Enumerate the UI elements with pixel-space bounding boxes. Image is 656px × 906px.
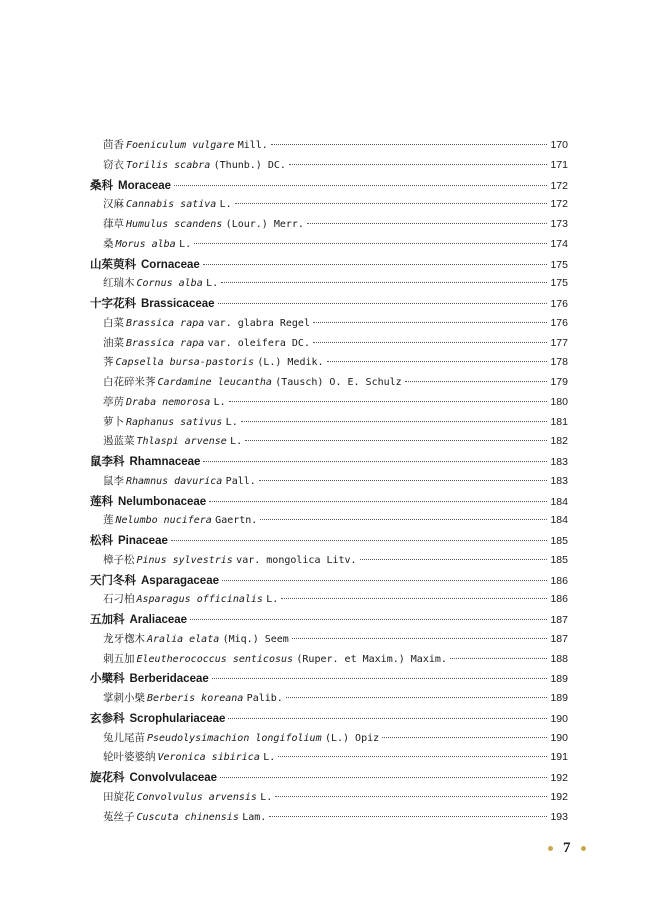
dot-leader (222, 580, 547, 581)
family-row (90, 176, 568, 196)
species-row (90, 373, 568, 393)
entry-label (103, 630, 289, 650)
species-chinese-name: 窃衣 (103, 158, 124, 171)
dot-leader (275, 796, 547, 797)
page-reference: 170 (550, 139, 568, 151)
dot-leader (313, 322, 547, 323)
dot-leader (313, 342, 547, 343)
family-chinese-name: 五加科 (90, 612, 125, 626)
page-reference: 192 (550, 790, 568, 803)
species-chinese-name: 遏蓝菜 (103, 435, 135, 448)
species-scientific-name: Aralia elata (147, 633, 220, 645)
family-row (90, 294, 568, 314)
entry-label (103, 195, 232, 215)
entry-label (103, 156, 286, 176)
species-scientific-name: Cardamine leucantha (157, 377, 272, 388)
family-chinese-name: 旋花科 (90, 770, 125, 784)
dot-leader (241, 421, 548, 422)
page-reference: 173 (550, 218, 568, 230)
entry-label (103, 235, 191, 255)
family-row (90, 709, 568, 729)
page-reference: 175 (550, 258, 568, 271)
family-latin-name: Moraceae (118, 179, 172, 192)
page-reference: 181 (550, 415, 568, 428)
species-authority: L. (230, 436, 243, 448)
entry-label (103, 215, 304, 235)
family-row (90, 768, 568, 788)
species-row (90, 551, 568, 571)
page-reference: 184 (550, 514, 568, 527)
species-authority: (L.) Opiz (324, 732, 380, 744)
dot-leader (218, 303, 548, 304)
species-chinese-name: 荠 (103, 356, 114, 369)
family-latin-name: Berberidaceae (129, 673, 209, 686)
right-decorative-dot (581, 846, 586, 851)
dot-leader (190, 619, 547, 620)
family-row (90, 531, 568, 551)
family-latin-name: Convolvulaceae (129, 772, 218, 784)
dot-leader (212, 678, 548, 679)
species-authority: (L.) Medik. (257, 357, 324, 369)
page-reference: 189 (550, 692, 568, 704)
dot-leader (327, 361, 548, 362)
species-authority: (Thunb.) DC. (213, 159, 286, 171)
entry-label (103, 432, 242, 452)
species-row (90, 630, 568, 650)
page-reference: 176 (550, 316, 568, 329)
species-chinese-name: 葎草 (103, 218, 124, 230)
entry-label (90, 176, 171, 197)
entry-label (103, 413, 238, 433)
family-latin-name: Cornaceae (141, 258, 200, 271)
species-row (90, 274, 568, 294)
species-scientific-name: Brassica rapa (126, 317, 205, 329)
dot-leader (203, 264, 548, 265)
entry-label (90, 255, 200, 276)
species-row (90, 195, 568, 215)
page-reference: 175 (550, 277, 568, 290)
entry-label (90, 768, 217, 789)
page-reference: 185 (550, 553, 568, 566)
dot-leader (235, 203, 548, 204)
family-latin-name: Brassicaceae (141, 298, 215, 310)
species-chinese-name: 莲 (103, 514, 114, 527)
species-row (90, 689, 568, 709)
dot-leader (382, 737, 547, 738)
species-row (90, 136, 568, 156)
page-reference: 189 (550, 673, 568, 686)
entry-label (90, 492, 206, 513)
page-reference: 184 (550, 495, 568, 508)
family-row (90, 452, 568, 472)
species-scientific-name: Veronica sibirica (157, 752, 260, 764)
species-row (90, 235, 568, 255)
species-authority: L. (179, 238, 192, 250)
species-chinese-name: 田旋花 (103, 790, 135, 803)
species-authority: Gaertn. (215, 515, 258, 527)
species-row (90, 393, 568, 413)
entry-label (103, 472, 256, 492)
entry-label (103, 650, 447, 670)
family-latin-name: Pinaceae (118, 535, 168, 547)
species-chinese-name: 汉麻 (103, 198, 124, 211)
dot-leader (271, 144, 548, 145)
entry-label (90, 571, 219, 592)
species-chinese-name: 兔儿尾苗 (103, 731, 145, 744)
species-authority: Lam. (242, 811, 267, 823)
species-authority: L. (263, 752, 276, 764)
species-scientific-name: Draba nemorosa (126, 396, 211, 408)
species-chinese-name: 红瑞木 (103, 277, 135, 290)
family-row (90, 610, 568, 630)
family-chinese-name: 十字花科 (90, 296, 136, 310)
family-chinese-name: 莲科 (90, 493, 113, 508)
page-reference: 193 (550, 810, 568, 823)
species-scientific-name: Thlaspi arvense (136, 436, 227, 448)
dot-leader (450, 658, 548, 659)
species-chinese-name: 掌刺小檗 (103, 692, 145, 704)
left-decorative-dot (548, 846, 553, 851)
family-chinese-name: 小檗科 (90, 671, 125, 686)
family-chinese-name: 玄参科 (90, 710, 125, 725)
dot-leader (245, 440, 547, 441)
entry-label (103, 590, 278, 610)
entry-label (90, 610, 187, 631)
species-scientific-name: Foeniculum vulgare (126, 140, 235, 151)
species-row (90, 650, 568, 670)
species-chinese-name: 石刁柏 (103, 593, 135, 606)
species-chinese-name: 菟丝子 (103, 810, 135, 823)
species-authority: (Tausch) O. E. Schulz (275, 377, 402, 388)
species-chinese-name: 桑 (103, 237, 114, 250)
dot-leader (174, 185, 547, 186)
family-row (90, 492, 568, 512)
page-reference: 190 (550, 712, 568, 725)
species-row (90, 215, 568, 235)
dot-leader (229, 401, 548, 402)
dot-leader (171, 540, 548, 541)
page-reference: 178 (550, 356, 568, 369)
page-reference: 180 (550, 395, 568, 408)
species-row (90, 748, 568, 768)
dot-leader (260, 519, 547, 520)
dot-leader (203, 461, 547, 462)
entry-label (103, 689, 283, 709)
species-authority: L. (206, 278, 219, 290)
species-chinese-name: 白菜 (103, 316, 124, 329)
species-row (90, 432, 568, 452)
species-scientific-name: Nelumbo nucifera (115, 515, 212, 527)
dot-leader (286, 697, 548, 698)
page-reference: 174 (550, 237, 568, 250)
species-row (90, 472, 568, 492)
page-reference: 185 (550, 535, 568, 547)
species-scientific-name: Capsella bursa-pastoris (115, 357, 254, 369)
species-authority: Palib. (246, 693, 283, 704)
family-chinese-name: 松科 (90, 533, 113, 547)
page-reference: 187 (550, 614, 568, 626)
family-row (90, 669, 568, 689)
species-chinese-name: 龙牙楤木 (103, 632, 145, 645)
species-row (90, 334, 568, 354)
family-latin-name: Araliaceae (129, 614, 188, 626)
species-authority: var. oleifera DC. (207, 337, 310, 349)
species-chinese-name: 葶苈 (103, 395, 124, 408)
entry-label (103, 136, 268, 156)
species-row (90, 511, 568, 531)
page-number: 7 (563, 840, 571, 856)
dot-leader (259, 480, 548, 481)
entry-label (90, 531, 168, 552)
species-chinese-name: 轮叶婆婆纳 (103, 751, 156, 764)
entry-label (103, 274, 218, 294)
entry-label (103, 334, 310, 354)
species-authority: (Ruper. et Maxim.) Maxim. (296, 653, 447, 665)
species-chinese-name: 茴香 (103, 139, 124, 151)
species-row (90, 590, 568, 610)
entry-label (103, 808, 266, 828)
page-reference: 172 (550, 198, 568, 211)
species-scientific-name: Brassica rapa (126, 337, 205, 349)
species-authority: L. (266, 594, 279, 606)
page-reference: 171 (550, 158, 568, 171)
species-scientific-name: Rhamnus davurica (126, 475, 223, 487)
family-chinese-name: 山茱萸科 (90, 256, 136, 271)
family-latin-name: Rhamnaceae (129, 456, 201, 468)
family-latin-name: Scrophulariaceae (129, 712, 226, 725)
dot-leader (220, 777, 547, 778)
page-reference: 172 (550, 179, 568, 192)
family-row (90, 571, 568, 591)
page-reference: 177 (550, 336, 568, 349)
species-row (90, 413, 568, 433)
page-reference: 186 (550, 593, 568, 606)
species-authority: var. glabra Regel (207, 317, 310, 329)
page-reference: 179 (550, 376, 568, 388)
species-chinese-name: 萝卜 (103, 415, 124, 428)
species-scientific-name: Cuscuta chinensis (136, 811, 239, 823)
dot-leader (269, 816, 547, 817)
family-row (90, 255, 568, 275)
entry-label (103, 748, 275, 768)
species-chinese-name: 樟子松 (103, 553, 135, 566)
species-scientific-name: Raphanus sativus (126, 416, 223, 428)
entry-label (103, 511, 257, 531)
family-chinese-name: 鼠李科 (90, 454, 125, 468)
species-row (90, 808, 568, 828)
dot-leader (360, 559, 548, 560)
species-chinese-name: 白花碎米荠 (103, 376, 156, 388)
species-authority: (Miq.) Seem (222, 633, 289, 645)
entry-label (90, 294, 215, 315)
species-authority: L. (219, 199, 232, 211)
page-reference: 187 (550, 632, 568, 645)
dot-leader (281, 598, 547, 599)
species-chinese-name: 刺五加 (103, 652, 135, 665)
dot-leader (292, 638, 548, 639)
page-reference: 192 (550, 772, 568, 784)
species-scientific-name: Cornus alba (136, 278, 203, 290)
table-of-contents (90, 136, 568, 827)
dot-leader (289, 164, 548, 165)
species-authority: (Lour.) Merr. (225, 219, 304, 230)
species-row (90, 729, 568, 749)
dot-leader (221, 282, 547, 283)
entry-label (103, 393, 226, 413)
page-reference: 191 (550, 751, 568, 764)
entry-label (103, 551, 357, 571)
species-scientific-name: Cannabis sativa (126, 199, 217, 211)
species-authority: Mill. (237, 140, 268, 151)
dot-leader (194, 243, 547, 244)
family-latin-name: Nelumbonaceae (118, 495, 207, 508)
entry-label (90, 669, 209, 690)
species-row (90, 788, 568, 808)
species-authority: L. (225, 416, 238, 428)
species-row (90, 314, 568, 334)
family-chinese-name: 天门冬科 (90, 572, 136, 587)
dot-leader (307, 223, 548, 224)
page-reference: 183 (550, 456, 568, 468)
species-authority: L. (213, 396, 226, 408)
page-footer (548, 840, 586, 857)
entry-label (103, 314, 310, 334)
species-row (90, 353, 568, 373)
species-scientific-name: Torilis scabra (126, 159, 211, 171)
entry-label (103, 729, 379, 749)
family-latin-name: Asparagaceae (141, 574, 219, 587)
dot-leader (228, 718, 547, 719)
species-scientific-name: Pinus sylvestris (136, 554, 233, 566)
entry-label (90, 452, 200, 473)
entry-label (103, 373, 402, 393)
entry-label (103, 353, 324, 373)
page-reference: 183 (550, 474, 568, 487)
species-scientific-name: Asparagus officinalis (136, 594, 263, 606)
species-scientific-name: Berberis koreana (147, 693, 244, 704)
species-scientific-name: Morus alba (115, 238, 176, 250)
page-reference: 182 (550, 435, 568, 448)
page-reference: 190 (550, 731, 568, 744)
species-scientific-name: Convolvulus arvensis (136, 791, 257, 803)
entry-label (103, 788, 272, 808)
species-authority: L. (260, 791, 273, 803)
species-authority: var. mongolica Litv. (236, 554, 357, 566)
entry-label (90, 709, 225, 730)
species-chinese-name: 鼠李 (103, 474, 124, 487)
species-scientific-name: Eleutherococcus senticosus (136, 653, 294, 665)
page-reference: 186 (550, 574, 568, 587)
species-scientific-name: Pseudolysimachion longifolium (147, 732, 322, 744)
species-scientific-name: Humulus scandens (126, 219, 223, 230)
page-reference: 188 (550, 652, 568, 665)
dot-leader (278, 756, 547, 757)
dot-leader (209, 501, 547, 502)
family-chinese-name: 桑科 (90, 177, 113, 192)
species-authority: Pall. (225, 475, 256, 487)
dot-leader (405, 381, 548, 382)
species-chinese-name: 油菜 (103, 336, 124, 349)
species-row (90, 156, 568, 176)
page-reference: 176 (550, 298, 568, 310)
